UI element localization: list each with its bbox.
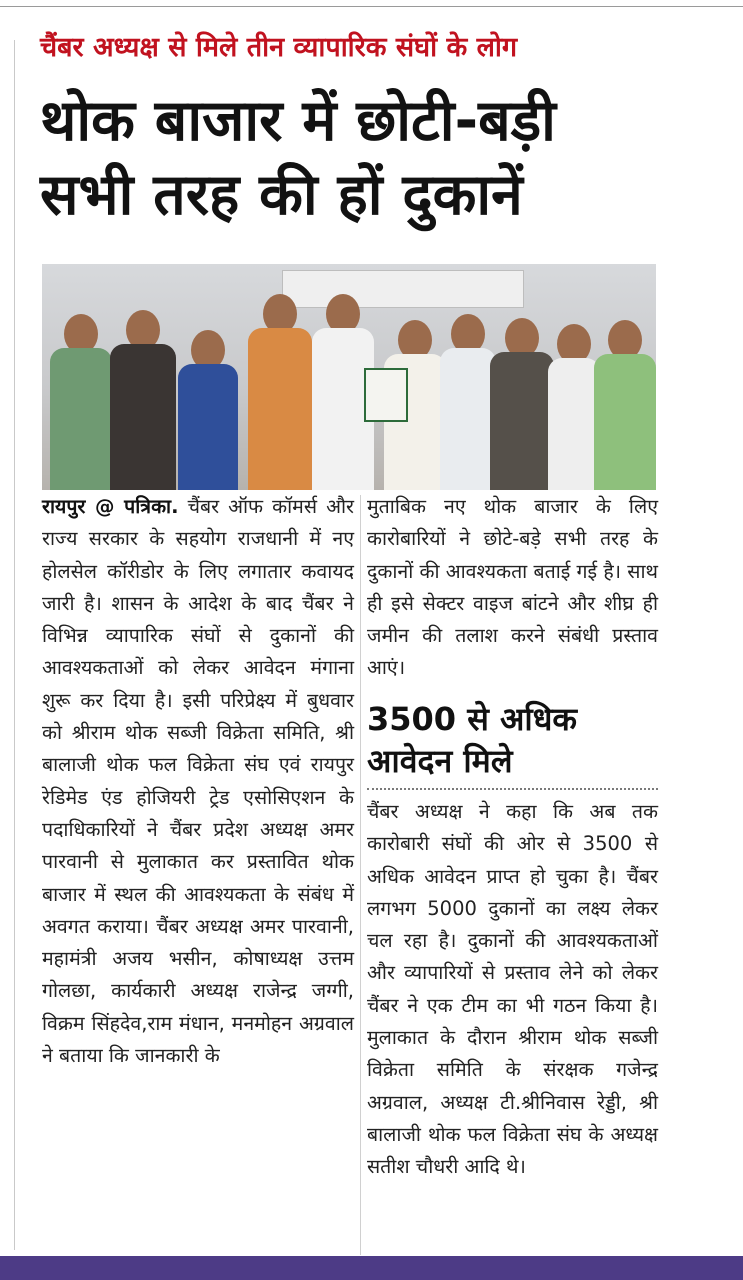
memorandum-document (364, 368, 408, 422)
main-headline: थोक बाजार में छोटी-बड़ी सभी तरह की हों दुकानें (40, 88, 556, 228)
photo-person (490, 318, 554, 490)
photo-person (248, 294, 312, 490)
photo-person (440, 314, 496, 490)
photo-person (50, 314, 112, 490)
bottom-color-bar (0, 1256, 743, 1280)
byline: रायपुर @ पत्रिका. (42, 495, 179, 518)
article-column-left (42, 491, 354, 1072)
column-separator (360, 495, 361, 1255)
left-column-rule (14, 40, 15, 1250)
body-text-right-bottom: चैंबर अध्यक्ष ने कहा कि अब तक कारोबारी संघों की ओर से 3500 से अधिक आवेदन प्राप्त हो चुका है। चैंबर लगभग 5000 दुकानों का लक्ष्य लेकर चल रहा है। दुकानों की आवश्यकताओं और व्यापारियों से प्रस्ताव लेने को लेकर चैंबर ने एक टीम का भी गठन किया है। मुलाकात के दौरान श्रीराम थोक सब्जी विक्रेता समिति के संरक्षक गजेन्द्र अग्रवाल, अध्यक्ष टी.श्रीनिवास रेड्डी, श्री बालाजी थोक फल विक्रेता संघ के अध्यक्ष सतीश चौधरी आदि थे। (367, 800, 658, 1179)
dotted-divider (367, 788, 658, 790)
kicker-headline: चैंबर अध्यक्ष से मिले तीन व्यापारिक संघों के लोग (40, 32, 518, 63)
body-text-left: चैंबर ऑफ कॉमर्स और राज्य सरकार के सहयोग राजधानी में नए होलसेल कॉरीडोर के लिए लगातार कवायद जारी है। शासन के आदेश के बाद चैंबर ने विभिन्न व्यापारिक संघों से दुकानों की आवश्यकताओं को लेकर आवेदन मंगाना शुरू कर दिया है। इसी परिप्रेक्ष्य में बुधवार को श्रीराम थोक सब्जी विक्रेता समिति, श्री बालाजी थोक फल विक्रेता संघ एवं रायपुर रेडिमेड एंड होजियरी ट्रेड एसोसिएशन के पदाधिकारियों ने चैंबर प्रदेश अध्यक्ष अमर पारवानी से मुलाकात कर प्रस्तावित थोक बाजार में स्थल की आवश्यकता के संबंध में अवगत कराया। चैंबर अध्यक्ष अमर पारवानी, महामंत्री अजय भसीन, कोषाध्यक्ष उत्तम गोलछा, कार्यकारी अध्यक्ष राजेन्द्र जग्गी, विक्रम सिंहदेव,राम मंधान, मनमोहन अग्रवाल ने बताया कि जानकारी के (42, 495, 354, 1068)
body-text-right-top: मुताबिक नए थोक बाजार के लिए कारोबारियों ने छोटे-बड़े सभी तरह के दुकानों की आवश्यकता बताई गई है। साथ ही इसे सेक्टर वाइज बांटने और शीघ्र ही जमीन की तलाश करने संबंधी प्रस्ताव आएं। (367, 495, 658, 680)
photo-person (178, 330, 238, 490)
photo-person (110, 310, 176, 490)
top-rule (0, 0, 743, 7)
news-photo (42, 264, 656, 490)
subheading: 3500 से अधिक आवेदन मिले (367, 700, 577, 780)
photo-person (594, 320, 656, 490)
photo-person (548, 324, 600, 490)
